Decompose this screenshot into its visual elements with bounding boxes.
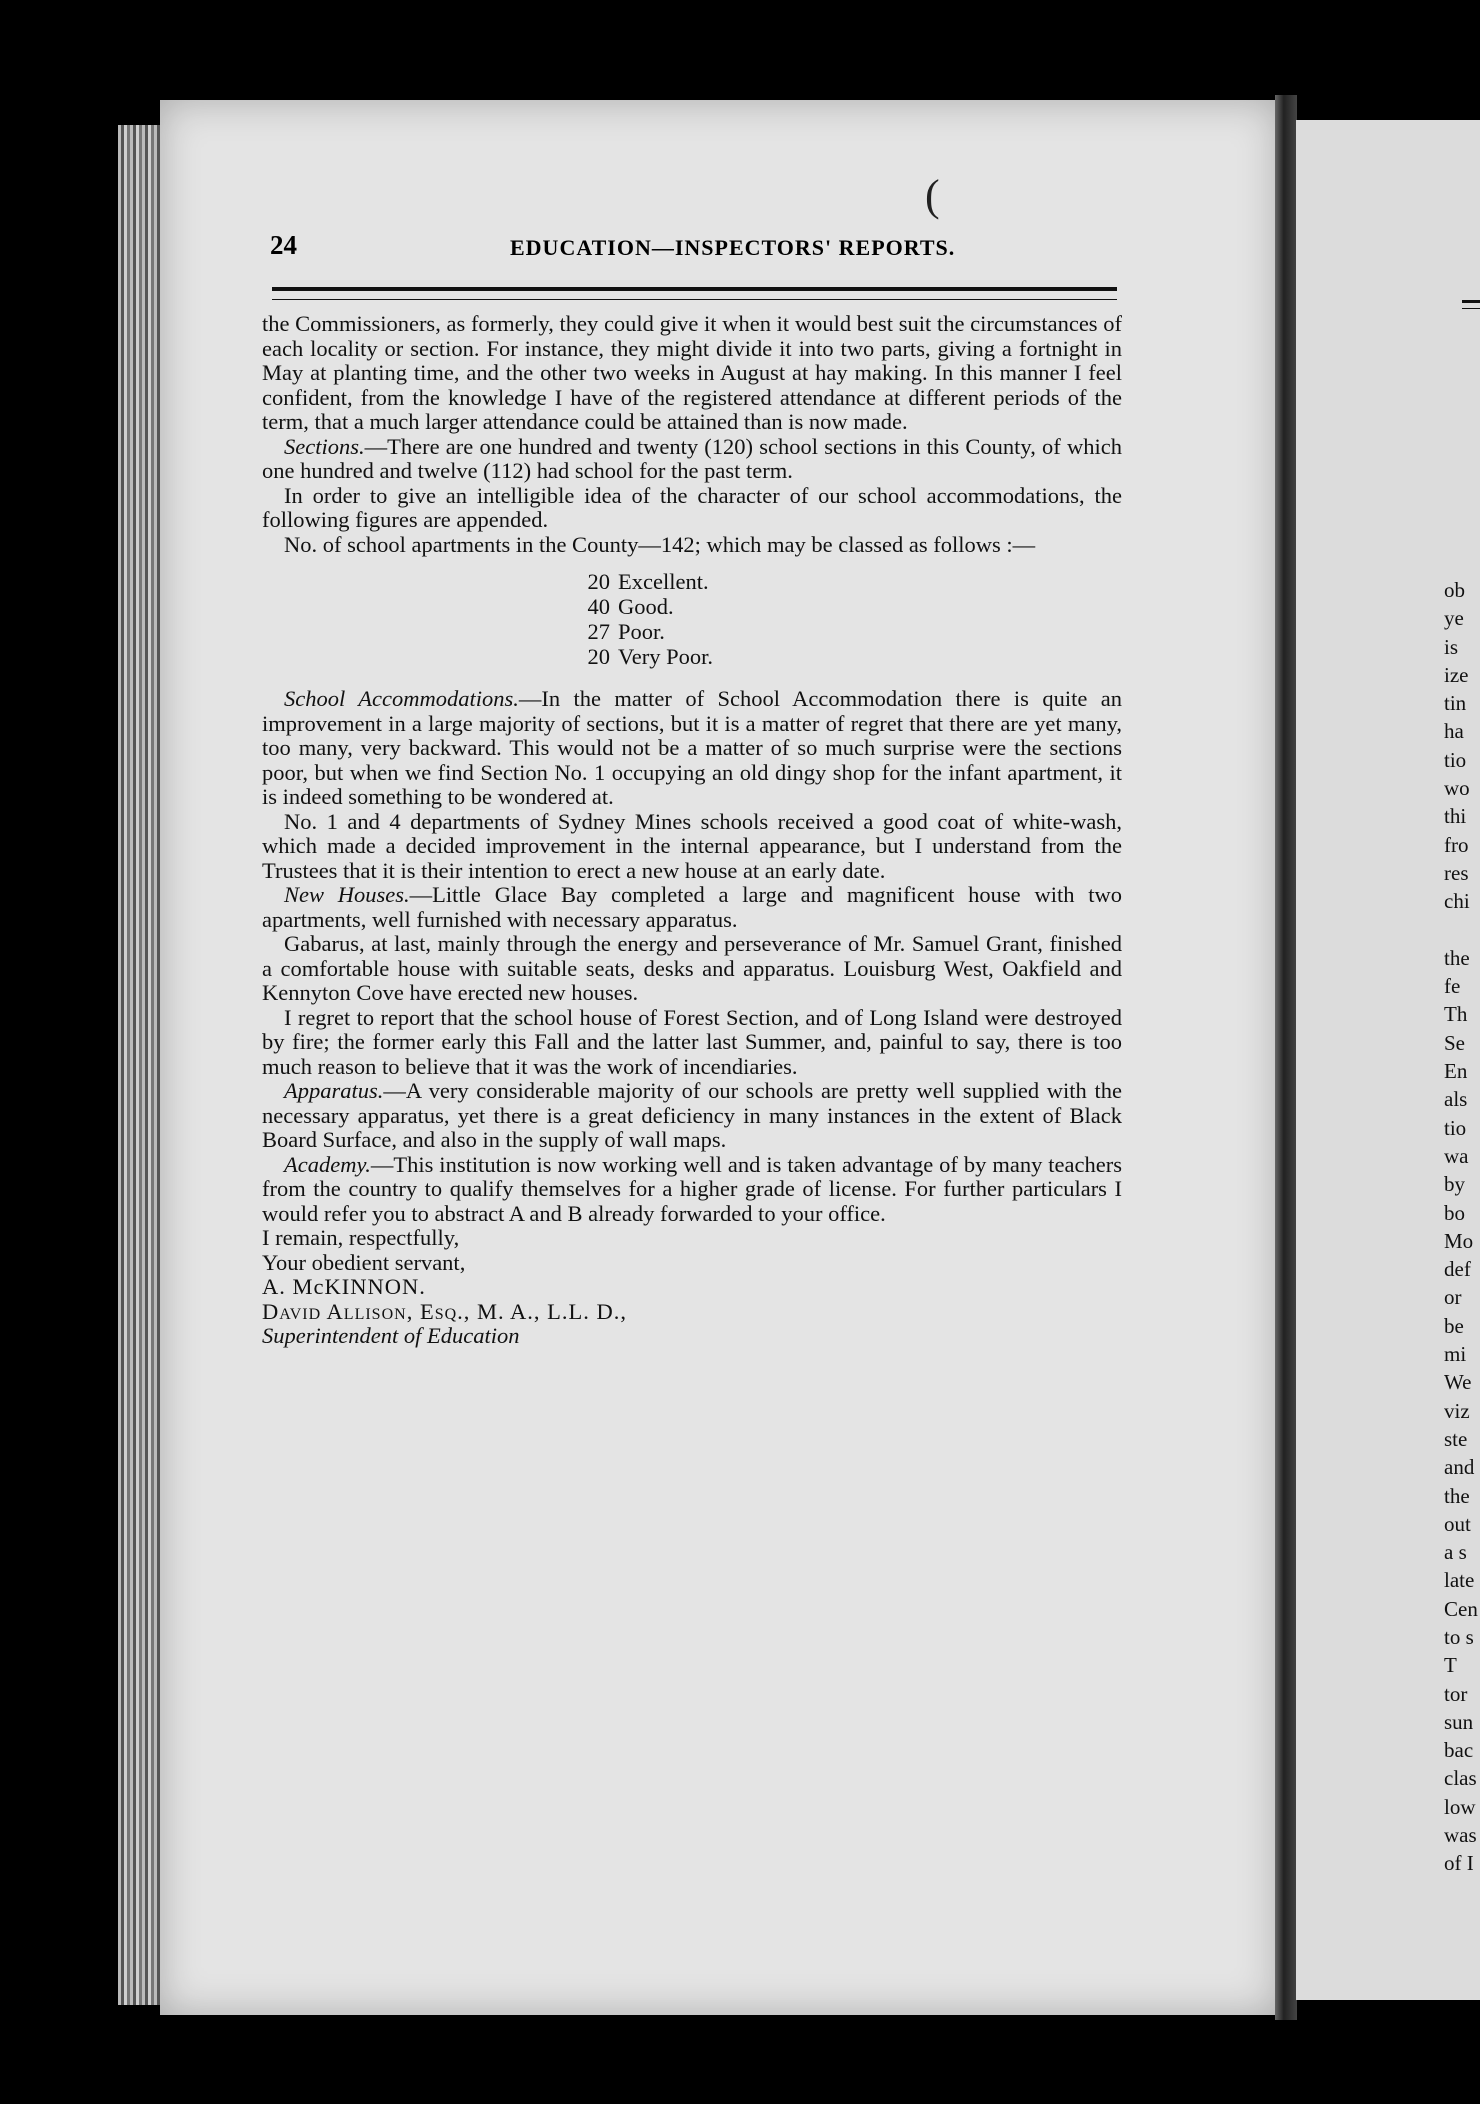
paragraph-fire: I regret to report that the school house of Forest Section, and of Long Island were destroyed by fire; the former early this Fall and the latter last Summer, and, painful to say, there is too much reason to believe that it was the work of incendiaries.: [262, 1004, 1122, 1079]
facing-page-fragment: bac: [1444, 1738, 1474, 1763]
facing-page-fragment: res: [1444, 860, 1469, 885]
academy-heading: Academy.: [284, 1151, 371, 1177]
facing-page-fragment: clas: [1444, 1766, 1477, 1791]
facing-page-fragment: ha: [1444, 719, 1464, 744]
facing-page-fragment: out: [1444, 1511, 1471, 1536]
facing-page-fragment: thi: [1444, 804, 1467, 829]
pencil-mark: (: [925, 171, 940, 220]
page-gutter: [1275, 95, 1297, 2020]
facing-page-fragment: T: [1444, 1653, 1457, 1678]
paragraph-count: No. of school apartments in the County—142; which may be classed as follows :—: [284, 531, 1036, 557]
paragraph-accommodations: [262, 687, 1122, 810]
closing-line: Your obedient servant,: [262, 1249, 466, 1275]
facing-page-fragment: [1444, 916, 1480, 944]
facing-page-fragment: tin: [1444, 691, 1467, 716]
facing-page-fragment: Cen: [1444, 1596, 1478, 1621]
facing-page-fragment: a s: [1444, 1540, 1467, 1565]
header-rule: [272, 287, 1117, 300]
page-number: 24: [270, 230, 297, 260]
facing-page-fragment: tio: [1444, 1115, 1467, 1140]
facing-page-fragment: tor: [1444, 1681, 1468, 1706]
facing-page-fragment: by: [1444, 1172, 1465, 1197]
facing-page-fragment: bo: [1444, 1200, 1465, 1225]
facing-page-fragment: Se: [1444, 1030, 1465, 1055]
closing-line: I remain, respectfully,: [262, 1225, 460, 1250]
facing-page-fragment: fro: [1444, 832, 1469, 857]
facing-page-rule: [1462, 300, 1480, 309]
new-houses-heading: New Houses.: [284, 882, 410, 907]
tally-label: Good.: [618, 594, 674, 619]
addressee-title: Superintendent of Education: [262, 1323, 520, 1348]
facing-page-fragment: En: [1444, 1059, 1468, 1084]
tally-label: Poor.: [618, 619, 665, 644]
list-item: [572, 569, 1122, 594]
facing-page-fragment: chi: [1444, 889, 1470, 914]
facing-page-fragment: late: [1444, 1568, 1475, 1593]
facing-page-fragment: was: [1444, 1823, 1477, 1848]
paragraph-new-houses: [262, 883, 1122, 932]
new-houses-text: —Little Glace Bay completed a large and magnificent house with two apartments, well furnished with necessary apparatus.: [262, 882, 1122, 932]
facing-page-fragment: or: [1444, 1285, 1462, 1310]
classification-list: [572, 569, 1122, 669]
paragraph-sections: [262, 435, 1122, 484]
report-body: [262, 312, 1122, 1349]
list-item: [572, 619, 1122, 644]
facing-page-fragment: the: [1444, 1483, 1470, 1508]
facing-page-fragment: ize: [1444, 662, 1469, 687]
facing-page-fragment: and: [1444, 1455, 1475, 1480]
facing-page-fragment: als: [1444, 1087, 1468, 1112]
accommodations-heading: School Accommodations.: [284, 686, 519, 711]
sections-heading: Sections.: [284, 433, 365, 459]
academy-text: —This institution is now working well and is taken advantage of by many teachers from the country to qualify themselves for a higher grade of license. For further particulars I would refer you to abstract A and B already forwarded to your office.: [262, 1151, 1122, 1226]
facing-page-fragment: We: [1444, 1370, 1472, 1395]
paragraph-sydney-mines: No. 1 and 4 departments of Sydney Mines schools received a good coat of white-wash, which made a decided improvement in the internal appearance, but I understand from the Trustees that it is their intention to erect a new house at an early date.: [262, 808, 1122, 883]
sections-text: —There are one hundred and twenty (120) school sections in this County, of which one hundred and twelve (112) had school for the past term.: [262, 433, 1122, 483]
facing-page-fragment: the: [1444, 945, 1470, 970]
apparatus-heading: Apparatus.: [284, 1078, 384, 1103]
facing-page-fragment: be: [1444, 1313, 1464, 1338]
facing-page-fragment: mi: [1444, 1342, 1467, 1367]
facing-page-fragment: low: [1444, 1794, 1476, 1819]
list-item: [572, 594, 1122, 619]
facing-page-fragment: is: [1444, 634, 1459, 659]
facing-page-fragment: def: [1444, 1257, 1471, 1282]
paragraph-apparatus: [262, 1079, 1122, 1153]
tally-count: 27: [587, 619, 610, 644]
addressee: David Allison, Esq., M. A., L.L. D.,: [262, 1298, 628, 1324]
facing-page-fragment: sun: [1444, 1709, 1474, 1734]
tally-count: 20: [587, 569, 610, 594]
facing-page-fragments: [1444, 576, 1480, 1878]
tally-count: 40: [587, 594, 610, 619]
facing-page-fragment: wa: [1444, 1143, 1469, 1168]
facing-page-fragment: to s: [1444, 1624, 1474, 1649]
facing-page-fragment: ste: [1444, 1426, 1468, 1451]
paragraph-order: In order to give an intelligible idea of the character of our school accommodations, the following figures are appended.: [262, 482, 1122, 532]
facing-page-fragment: tio: [1444, 747, 1467, 772]
apparatus-text: —A very considerable majority of our schools are pretty well supplied with the necessary apparatus, yet there is a great deficiency in many instances in the extent of Black Board Surface, and also in the supply of wall maps.: [262, 1078, 1122, 1152]
signature: A. McKINNON.: [262, 1274, 426, 1299]
facing-page-fragment: Mo: [1444, 1228, 1474, 1253]
paragraph-gabarus: Gabarus, at last, mainly through the energy and perseverance of Mr. Samuel Grant, finished a comfortable house with suitable seats, desks and apparatus. Louisburg West, Oakfield and Kennyton Cove have erected new houses.: [262, 931, 1122, 1005]
paragraph-commissioners: the Commissioners, as formerly, they could give it when it would best suit the circumstances of each locality or section. For instance, they might divide it into two parts, giving a fortnight in May at planting time, and the other two weeks in August at hay making. In this manner I feel confident, from the knowledge I have of the registered attendance at different periods of the term, that a much larger attendance could be attained than is now made.: [262, 311, 1122, 434]
tally-label: Excellent.: [618, 569, 709, 594]
paragraph-academy: [262, 1153, 1122, 1227]
running-head: EDUCATION—INSPECTORS' REPORTS.: [510, 235, 956, 260]
facing-page-fragment: wo: [1444, 776, 1470, 801]
tally-label: Very Poor.: [618, 644, 713, 669]
facing-page-fragment: viz: [1444, 1398, 1470, 1423]
facing-page-fragment: ye: [1444, 606, 1464, 631]
page-header: [270, 230, 1120, 270]
facing-page-fragment: ob: [1444, 578, 1465, 602]
tally-count: 20: [587, 644, 610, 669]
list-item: [572, 644, 1122, 669]
facing-page-fragment: of I: [1444, 1851, 1474, 1876]
facing-page-fragment: Th: [1444, 1002, 1468, 1027]
accommodations-text: —In the matter of School Accommodation there is quite an improvement in a large majority of sections, but it is a matter of regret that there are yet many, too many, very backward. This would not be a matter of so much surprise were the sections poor, but when we find Section No. 1 occupying an old dingy shop for the infant apartment, it is indeed something to be wondered at.: [262, 686, 1122, 809]
facing-page-fragment: fe: [1444, 974, 1461, 999]
